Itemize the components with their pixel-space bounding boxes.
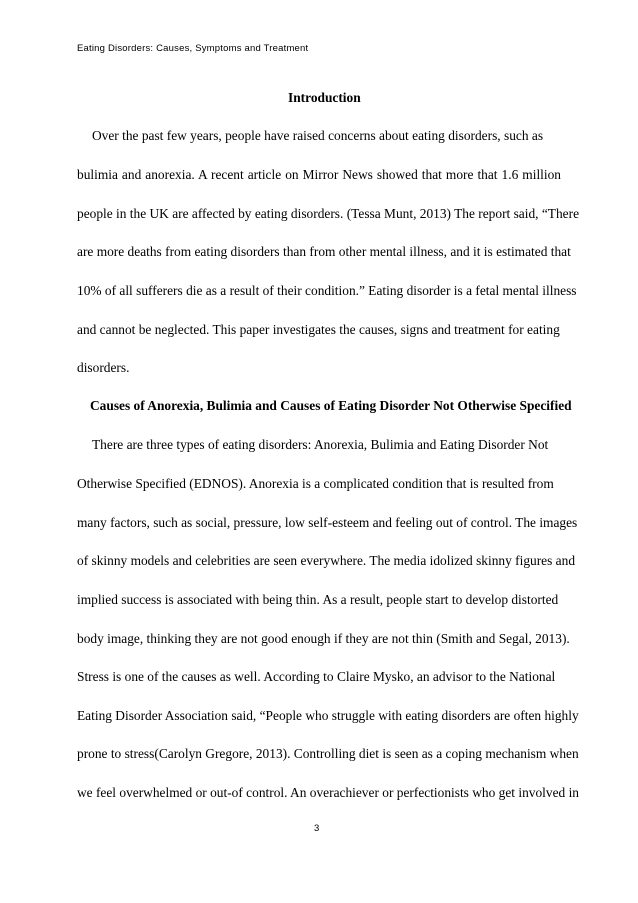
causes-line-7: Stress is one of the causes as well. According to Claire Mysko, an advisor to the National — [77, 669, 556, 684]
intro-line-3: people in the UK are affected by eating disorders. (Tessa Munt, 2013) The report said, “There — [77, 206, 580, 221]
intro-line-5: 10% of all sufferers die as a result of their condition.” Eating disorder is a fetal mental illness — [77, 283, 577, 298]
intro-line-1: Over the past few years, people have raised concerns about eating disorders, such as — [92, 128, 544, 143]
causes-line-1: There are three types of eating disorders: Anorexia, Bulimia and Eating Disorder Not — [92, 437, 549, 452]
section-heading-introduction: Introduction — [288, 90, 361, 105]
intro-line-2: bulimia and anorexia. A recent article on Mirror News showed that more that 1.6 million — [77, 167, 561, 182]
section-heading-causes: Causes of Anorexia, Bulimia and Causes of Eating Disorder Not Otherwise Specified — [90, 398, 572, 413]
intro-line-6: and cannot be neglected. This paper investigates the causes, signs and treatment for eating — [77, 322, 560, 337]
causes-line-9: prone to stress(Carolyn Gregore, 2013). Controlling diet is seen as a coping mechanism when — [77, 746, 579, 761]
intro-line-4: are more deaths from eating disorders than from other mental illness, and it is estimated that — [77, 244, 571, 259]
causes-line-2: Otherwise Specified (EDNOS). Anorexia is a complicated condition that is resulted from — [77, 476, 554, 491]
causes-line-6: body image, thinking they are not good enough if they are not thin (Smith and Segal, 2013). — [77, 631, 570, 646]
causes-line-8: Eating Disorder Association said, “People who struggle with eating disorders are often highly — [77, 708, 579, 723]
page-number: 3 — [314, 823, 320, 834]
causes-line-5: implied success is associated with being thin. As a result, people start to develop distorted — [77, 592, 559, 607]
intro-line-7: disorders. — [77, 360, 130, 375]
running-head: Eating Disorders: Causes, Symptoms and Treatment — [77, 43, 309, 54]
causes-line-3: many factors, such as social, pressure, low self-esteem and feeling out of control. The images — [77, 515, 578, 530]
causes-line-4: of skinny models and celebrities are seen everywhere. The media idolized skinny figures and — [77, 553, 576, 568]
causes-line-10: we feel overwhelmed or out-of control. An overachiever or perfectionists who get involved in — [77, 785, 579, 800]
